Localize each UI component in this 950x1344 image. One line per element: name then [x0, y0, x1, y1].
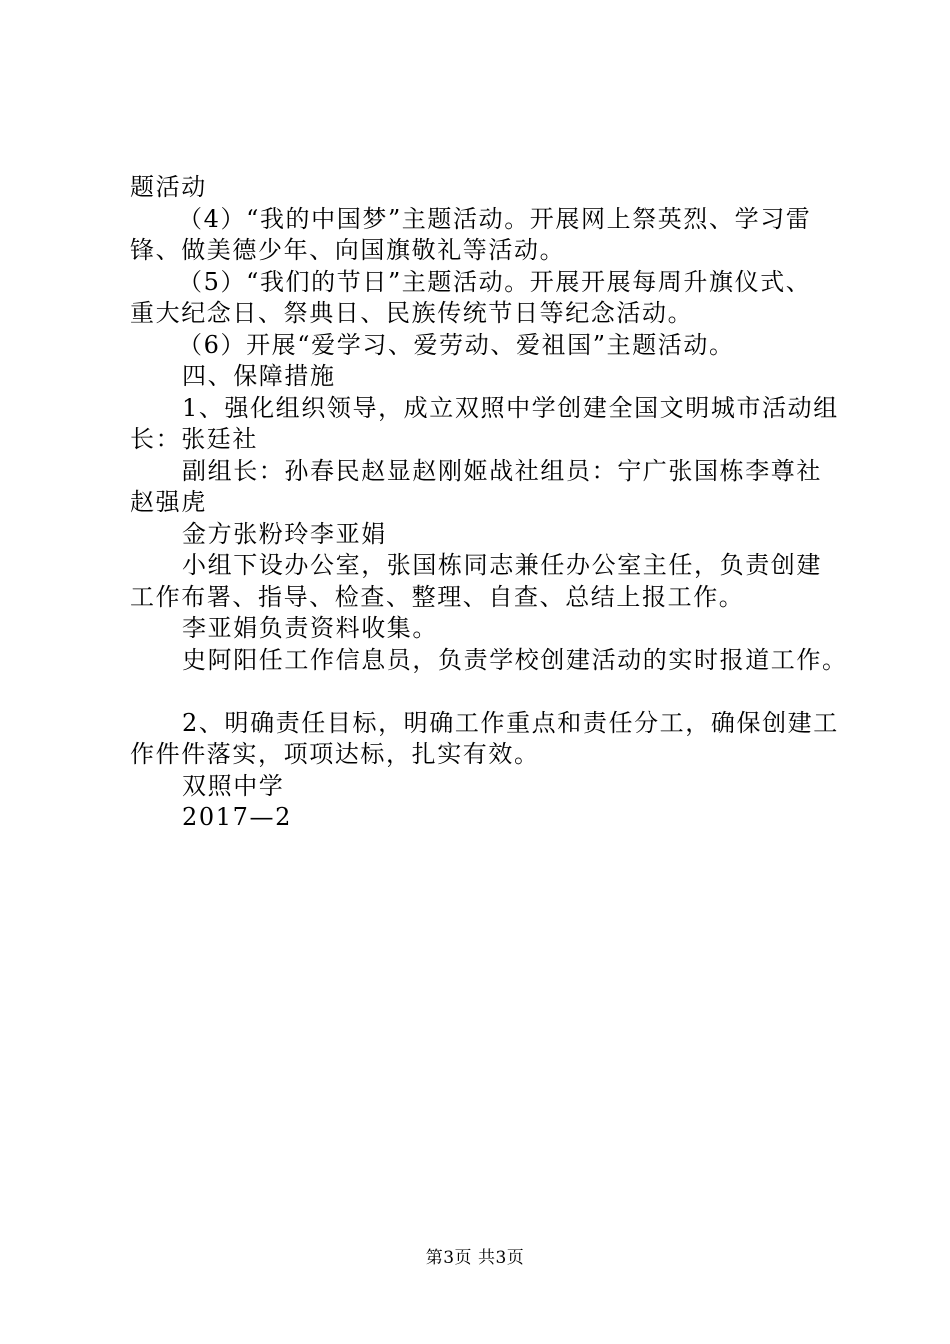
blank-line — [130, 676, 850, 708]
text-line: 长：张廷社 — [130, 425, 258, 453]
signature-date: 2017—2 — [182, 803, 292, 831]
text-line: （5）“我们的节日”主题活动。开展开展每周升旗仪式、 — [178, 267, 812, 296]
text-line: 史阿阳任工作信息员，负责学校创建活动的实时报道工作。 — [182, 645, 848, 674]
text-line: 小组下设办公室，张国栋同志兼任办公室主任，负责创建 — [182, 551, 822, 579]
text-line: 赵强虎 — [130, 488, 207, 516]
text-line: 重大纪念日、祭典日、民族传统节日等纪念活动。 — [130, 299, 694, 327]
text-line: 李亚娟负责资料收集。 — [182, 614, 438, 642]
section-heading: 四、保障措施 — [182, 362, 336, 390]
text-line: 工作布署、指导、检查、整理、自查、总结上报工作。 — [130, 582, 745, 611]
text-line: 1、强化组织领导，成立双照中学创建全国文明城市活动组 — [182, 393, 839, 422]
text-line: 金方张粉玲李亚娟 — [182, 519, 387, 548]
text-line: 2、明确责任目标，明确工作重点和责任分工，确保创建工 — [182, 708, 839, 737]
document-body — [130, 172, 850, 834]
text-line: 题活动 — [130, 173, 207, 201]
text-line: （6）开展“爱学习、爱劳动、爱祖国”主题活动。 — [178, 330, 735, 359]
text-line: 副组长：孙春民赵显赵刚姬战社组员：宁广张国栋李尊社 — [182, 456, 822, 485]
text-line: （4）“我的中国梦”主题活动。开展网上祭英烈、学习雷 — [178, 204, 812, 233]
text-line: 作件件落实，项项达标，扎实有效。 — [130, 740, 540, 768]
text-line: 锋、做美德少年、向国旗敬礼等活动。 — [130, 236, 566, 264]
signature-organization: 双照中学 — [182, 771, 285, 800]
page-footer: 第3页 共3页 — [425, 1248, 525, 1268]
